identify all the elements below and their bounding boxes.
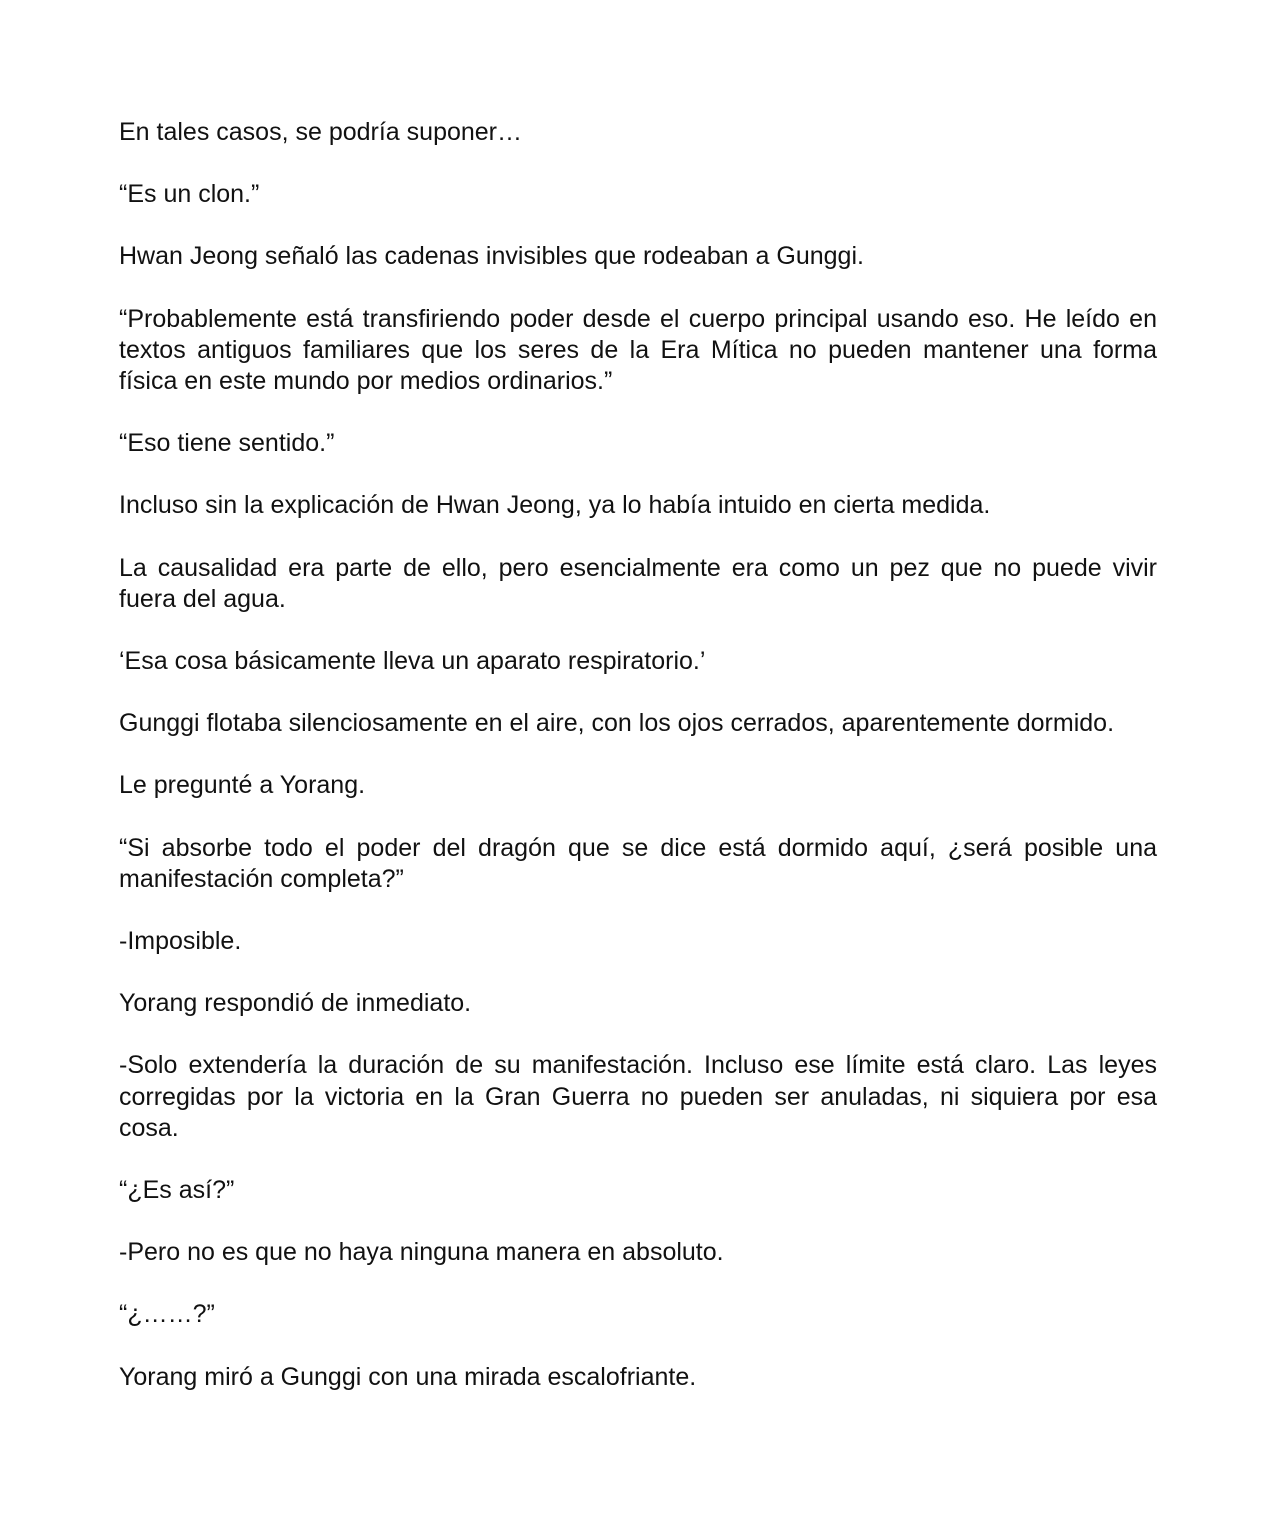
paragraph: -Pero no es que no haya ninguna manera en absoluto. bbox=[119, 1238, 724, 1267]
paragraph: Gunggi flotaba silenciosamente en el aire, con los ojos cerrados, aparentemente dormido. bbox=[119, 709, 1115, 738]
paragraph: Yorang miró a Gunggi con una mirada escalofriante. bbox=[119, 1362, 697, 1391]
paragraph: “¿……?” bbox=[119, 1300, 215, 1329]
paragraph: Incluso sin la explicación de Hwan Jeong, ya lo había intuido en cierta medida. bbox=[119, 491, 991, 520]
paragraph: -Solo extendería la duración de su manifestación. Incluso ese límite está claro. Las leyes corregidas por la victoria en la Gran Guerra no pueden ser anuladas, ni siquiera por esa cosa. bbox=[119, 1051, 1157, 1142]
paragraph: “Eso tiene sentido.” bbox=[119, 429, 335, 458]
paragraph: ‘Esa cosa básicamente lleva un aparato respiratorio.’ bbox=[119, 647, 706, 676]
paragraph: “Es un clon.” bbox=[119, 180, 260, 209]
paragraph: Yorang respondió de inmediato. bbox=[119, 989, 472, 1018]
paragraph: Le pregunté a Yorang. bbox=[119, 771, 366, 800]
paragraph: En tales casos, se podría suponer… bbox=[119, 118, 523, 146]
paragraph: “Probablemente está transfiriendo poder desde el cuerpo principal usando eso. He leído en textos antiguos familiares que los seres de la Era Mítica no pueden mantener una forma física en este mundo por medios ordinarios.” bbox=[119, 304, 1157, 396]
document-page bbox=[119, 117, 1157, 1393]
paragraph: “¿Es así?” bbox=[119, 1176, 235, 1205]
paragraph: Hwan Jeong señaló las cadenas invisibles que rodeaban a Gunggi. bbox=[119, 242, 864, 271]
paragraph: -Imposible. bbox=[119, 927, 242, 956]
paragraph: La causalidad era parte de ello, pero esencialmente era como un pez que no puede vivir fuera del agua. bbox=[119, 553, 1157, 613]
paragraph: “Si absorbe todo el poder del dragón que se dice está dormido aquí, ¿será posible una manifestación completa?” bbox=[119, 833, 1157, 893]
